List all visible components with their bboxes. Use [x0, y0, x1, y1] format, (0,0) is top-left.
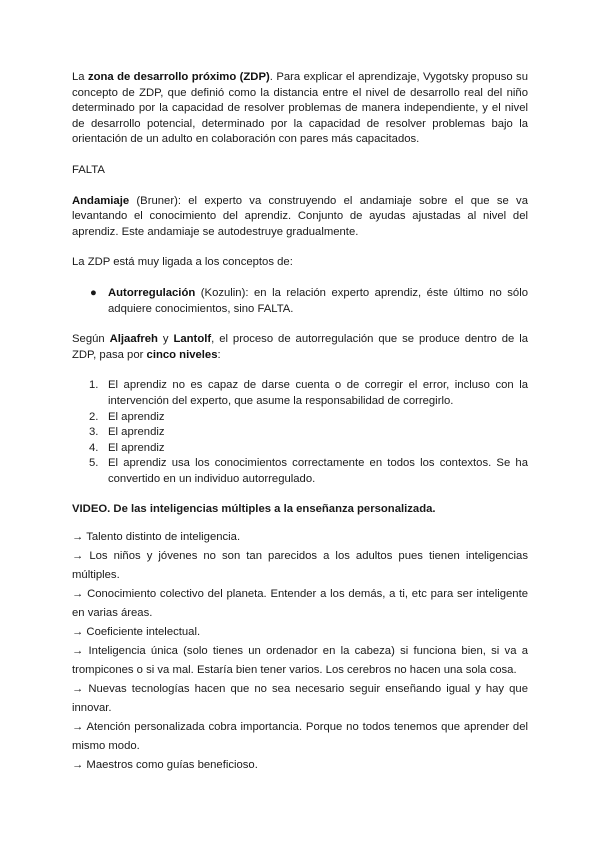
list-item: 3. El aprendiz [89, 426, 165, 439]
andamiaje-term: Andamiaje [72, 194, 130, 207]
list-item: ● Autorregulación (Kozulin): en la relación experto aprendiz, éste último no sólo adquiere conocimientos, sino FALTA. [90, 286, 528, 315]
document-body [72, 70, 528, 775]
zdp-ligada-paragraph: La ZDP está muy ligada a los conceptos de: [72, 256, 293, 269]
list-item: → Los niños y jóvenes no son tan parecidos a los adultos pues tienen inteligencias múltiples. [72, 550, 528, 582]
list-item: 5. El aprendiz usa los conocimientos correctamente en todos los contextos. Se ha convertido en un individuo autorregulado. [89, 457, 528, 485]
autorregulacion-term: Autorregulación [108, 286, 196, 299]
andamiaje-paragraph: Andamiaje (Bruner): el experto va construyendo el andamiaje sobre el que se va levantando el conocimiento del aprendiz. Conjunto de ayudas ajustadas al nivel del aprendiz. Este andamiaje se autodestruye gradualmente. [72, 194, 528, 238]
list-item: 1. El aprendiz no es capaz de darse cuenta o de corregir el error, incluso con la intervención del experto, que asume la responsabilidad de corregirlo. [89, 379, 528, 407]
list-item: → Nuevas tecnologías hacen que no sea necesario seguir enseñando igual y hay que innovar. [72, 683, 528, 715]
list-item: → Maestros como guías beneficioso. [72, 759, 258, 772]
list-item: → Inteligencia única (solo tienes un ordenador en la cabeza) si funciona bien, si va a trompicones o si va mal. Estaría bien tener varios. Los cerebros no hacen una sola cosa. [72, 645, 528, 677]
list-item: → Coeficiente intelectual. [72, 626, 201, 639]
list-item: → Conocimiento colectivo del planeta. Entender a los demás, a ti, etc para ser inteligente en varias áreas. [72, 588, 528, 620]
list-item: 2. El aprendiz [89, 410, 165, 423]
bullet-marker: ● [90, 286, 97, 299]
video-notes [72, 528, 528, 775]
list-item: 4. El aprendiz [89, 441, 165, 454]
falta-note: FALTA [72, 163, 105, 176]
concepts-list [72, 286, 528, 317]
list-item: → Talento distinto de inteligencia. [72, 531, 241, 544]
segun-paragraph: Según Aljaafreh y Lantolf, el proceso de autorregulación que se produce dentro de la ZDP, pasa por cinco niveles: [72, 333, 528, 361]
zdp-paragraph: La zona de desarrollo próximo (ZDP). Para explicar el aprendizaje, Vygotsky propuso su concepto de ZDP, que definió como la distancia entre el nivel de desarrollo real del niño determinado por la capacidad de resolver problemas de manera independiente, y el nivel de desarrollo potencial, determinado por la capacidad de resolver problemas bajo la orientación de un adulto en colaboración con pares más capacitados. [72, 71, 528, 146]
video-title: VIDEO. De las inteligencias múltiples a la enseñanza personalizada. [72, 503, 436, 516]
zdp-term: zona de desarrollo próximo (ZDP) [87, 71, 270, 83]
list-item: → Atención personalizada cobra importancia. Porque no todos tenemos que aprender del mismo modo. [72, 721, 528, 753]
levels-list [72, 378, 528, 487]
